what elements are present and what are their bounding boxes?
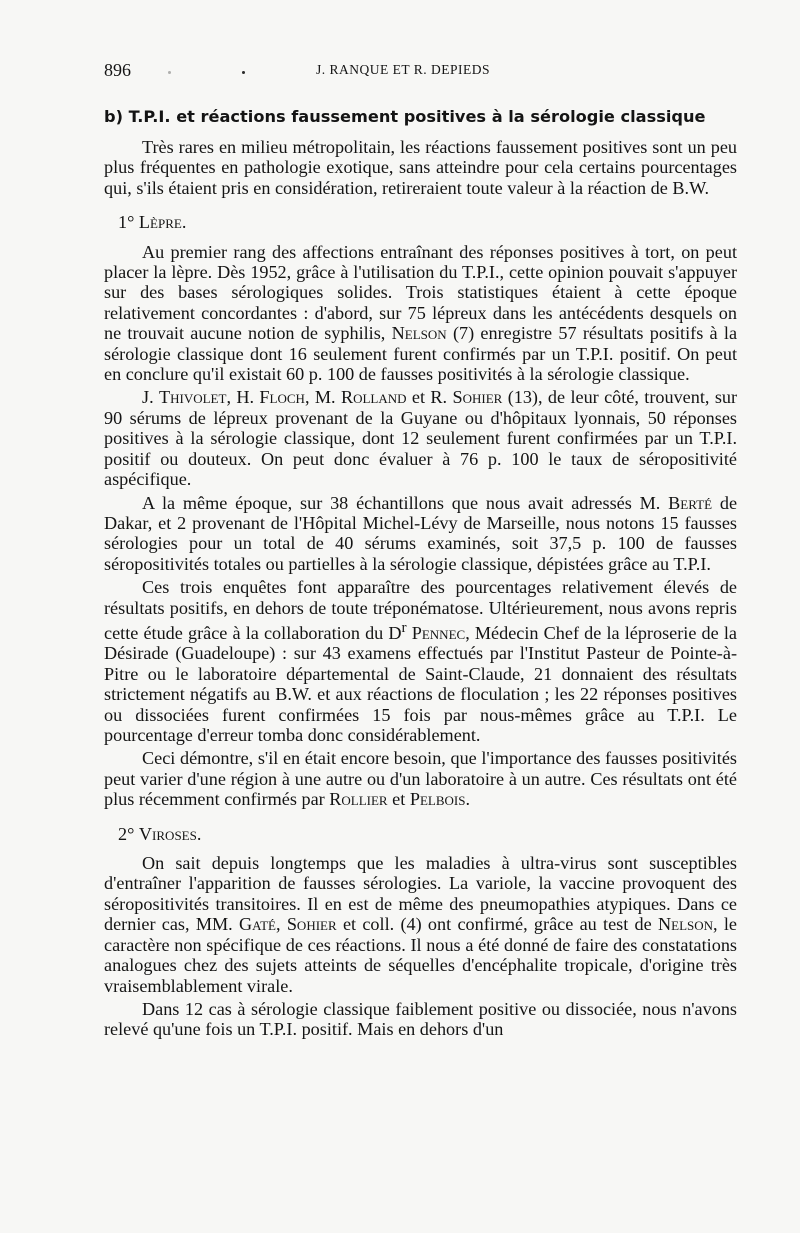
author-name: Nelson (391, 323, 447, 344)
author-name: Nelson (658, 914, 714, 935)
subheading-number: 1° (118, 212, 135, 233)
author-name: Pelbois (409, 789, 466, 810)
subheading-label: Lèpre. (138, 212, 187, 233)
running-header (104, 60, 737, 86)
author-name: Berté (668, 492, 713, 513)
paragraph-intro: Très rares en milieu métropolitain, les réactions faussement positives sont un peu plus fréquentes en pathologie exotique, sans atteindre pour cela certains pourcentages qui, s'ils étaient pris en considération, retireraient toute valeur à la réaction de B.W. (104, 137, 737, 198)
section-heading: b) T.P.I. et réactions faussement positives à la sérologie classique (104, 107, 706, 126)
paragraph-lepre-1: Au premier rang des affections entraînant des réponses positives à tort, on peut placer la lèpre. Dès 1952, grâce à l'utilisation du T.P.I., cette opinion pouvait s'appuyer sur des bases sérologiques solides. Trois statistiques étaient à cette époque relativement concordantes : d'abord, sur 75 lépreux dans les antécédents desquels on ne trouvait aucune notion de syphilis, Nelson (7) enregistre 57 résultats positifs à la sérologie classique dont 16 seulement furent confirmés par un T.P.I. positif. On peut en conclure qu'il existait 60 p. 100 de fausses positivités à la sérologie classique. (104, 241, 738, 385)
paragraph-viroses-1: On sait depuis longtemps que les maladies à ultra-virus sont susceptibles d'entraîner l'apparition de fausses sérologies. La variole, la vaccine provoquent des séropositivités transitoires. Il en est de même des pneumopathies atypiques. Dans ce dernier cas, MM. Gaté, Sohier et coll. (4) ont confirmé, grâce au test de Nelson, le caractère non spécifique de ces réactions. Il nous a été donné de faire des constatations analogues chez des sujets atteints de séquelles d'encéphalite tropicale, d'origine très vraisemblablement virale. (104, 853, 737, 996)
subheading-lepre (104, 212, 737, 232)
page-number: 896 (104, 60, 131, 80)
paragraph-lepre-4: Ces trois enquêtes font apparaître des pourcentages relativement élevés de résultats positifs, en dehors de toute tréponématose. Ultérieurement, nous avons repris cette étude grâce à la collaboration du $D^r$ Pennec, Médecin Chef de la léproserie de la Désirade (Guadeloupe) : sur 43 examens effectués par l'Institut Pasteur de Pointe-à-Pitre ou le laboratoire départemental de Saint-Claude, 21 donnaient des résultats strictement négatifs au B.W. et aux réactions de floculation ; les 22 réponses positives ou dissociées furent confirmées 15 fois par nous-mêmes grâce au T.P.I. Le pourcentage d'erreur tomba donc considérablement. (104, 577, 737, 746)
print-speck (168, 71, 171, 74)
paragraph-viroses-2: Dans 12 cas à sérologie classique faiblement positive ou dissociée, nous n'avons relevé qu'une fois un T.P.I. positif. Mais en dehors d'un (104, 998, 737, 1040)
paragraph-lepre-5: Ceci démontre, s'il en était encore besoin, que l'importance des fausses positivités peut varier d'une région à une autre ou d'un laboratoire à un autre. Ces résultats ont été plus récemment confirmés par Rollier et Pelbois. (104, 748, 737, 810)
author-name: Gaté (239, 914, 276, 935)
paragraph-lepre-3: A la même époque, sur 38 échantillons que nous avait adressés M. Berté de Dakar, et 2 provenant de l'Hôpital Michel-Lévy de Marseille, nous notons 15 fausses sérologies pour un total de 40 sérums examinés, soit 37,5 p. 100 de fausses séropositivités totales ou partielles à la sérologie classique, dépistées grâce au T.P.I. (104, 492, 738, 574)
author-name: Pennec (411, 623, 466, 643)
author-name: Sohier (286, 914, 337, 935)
body-text (104, 137, 737, 1040)
subheading-label: Viroses. (138, 823, 202, 844)
author-name: Rolland (340, 387, 407, 408)
superscript: r (401, 618, 407, 636)
print-speck (242, 71, 245, 74)
author-name: Floch (259, 387, 305, 408)
paragraph-lepre-2: J. Thivolet, H. Floch, M. Rolland et R. Sohier (13), de leur côté, trouvent, sur 90 sérums de lépreux provenant de la Guyane ou d'hôpitaux lyonnais, 50 réponses positives à la sérologie classique, dont 12 seulement furent confirmées par un T.P.I. positif ou douteux. On peut donc évaluer à 76 p. 100 le taux de séropositivité aspécifique. (104, 387, 738, 490)
author-name: Rollier (329, 789, 388, 810)
author-name: Sohier (452, 387, 503, 408)
subheading-number: 2° (118, 823, 135, 844)
subheading-viroses (104, 824, 737, 844)
author-name: Thivolet (159, 387, 227, 408)
running-authors: J. RANQUE ET R. DEPIEDS (316, 62, 491, 77)
